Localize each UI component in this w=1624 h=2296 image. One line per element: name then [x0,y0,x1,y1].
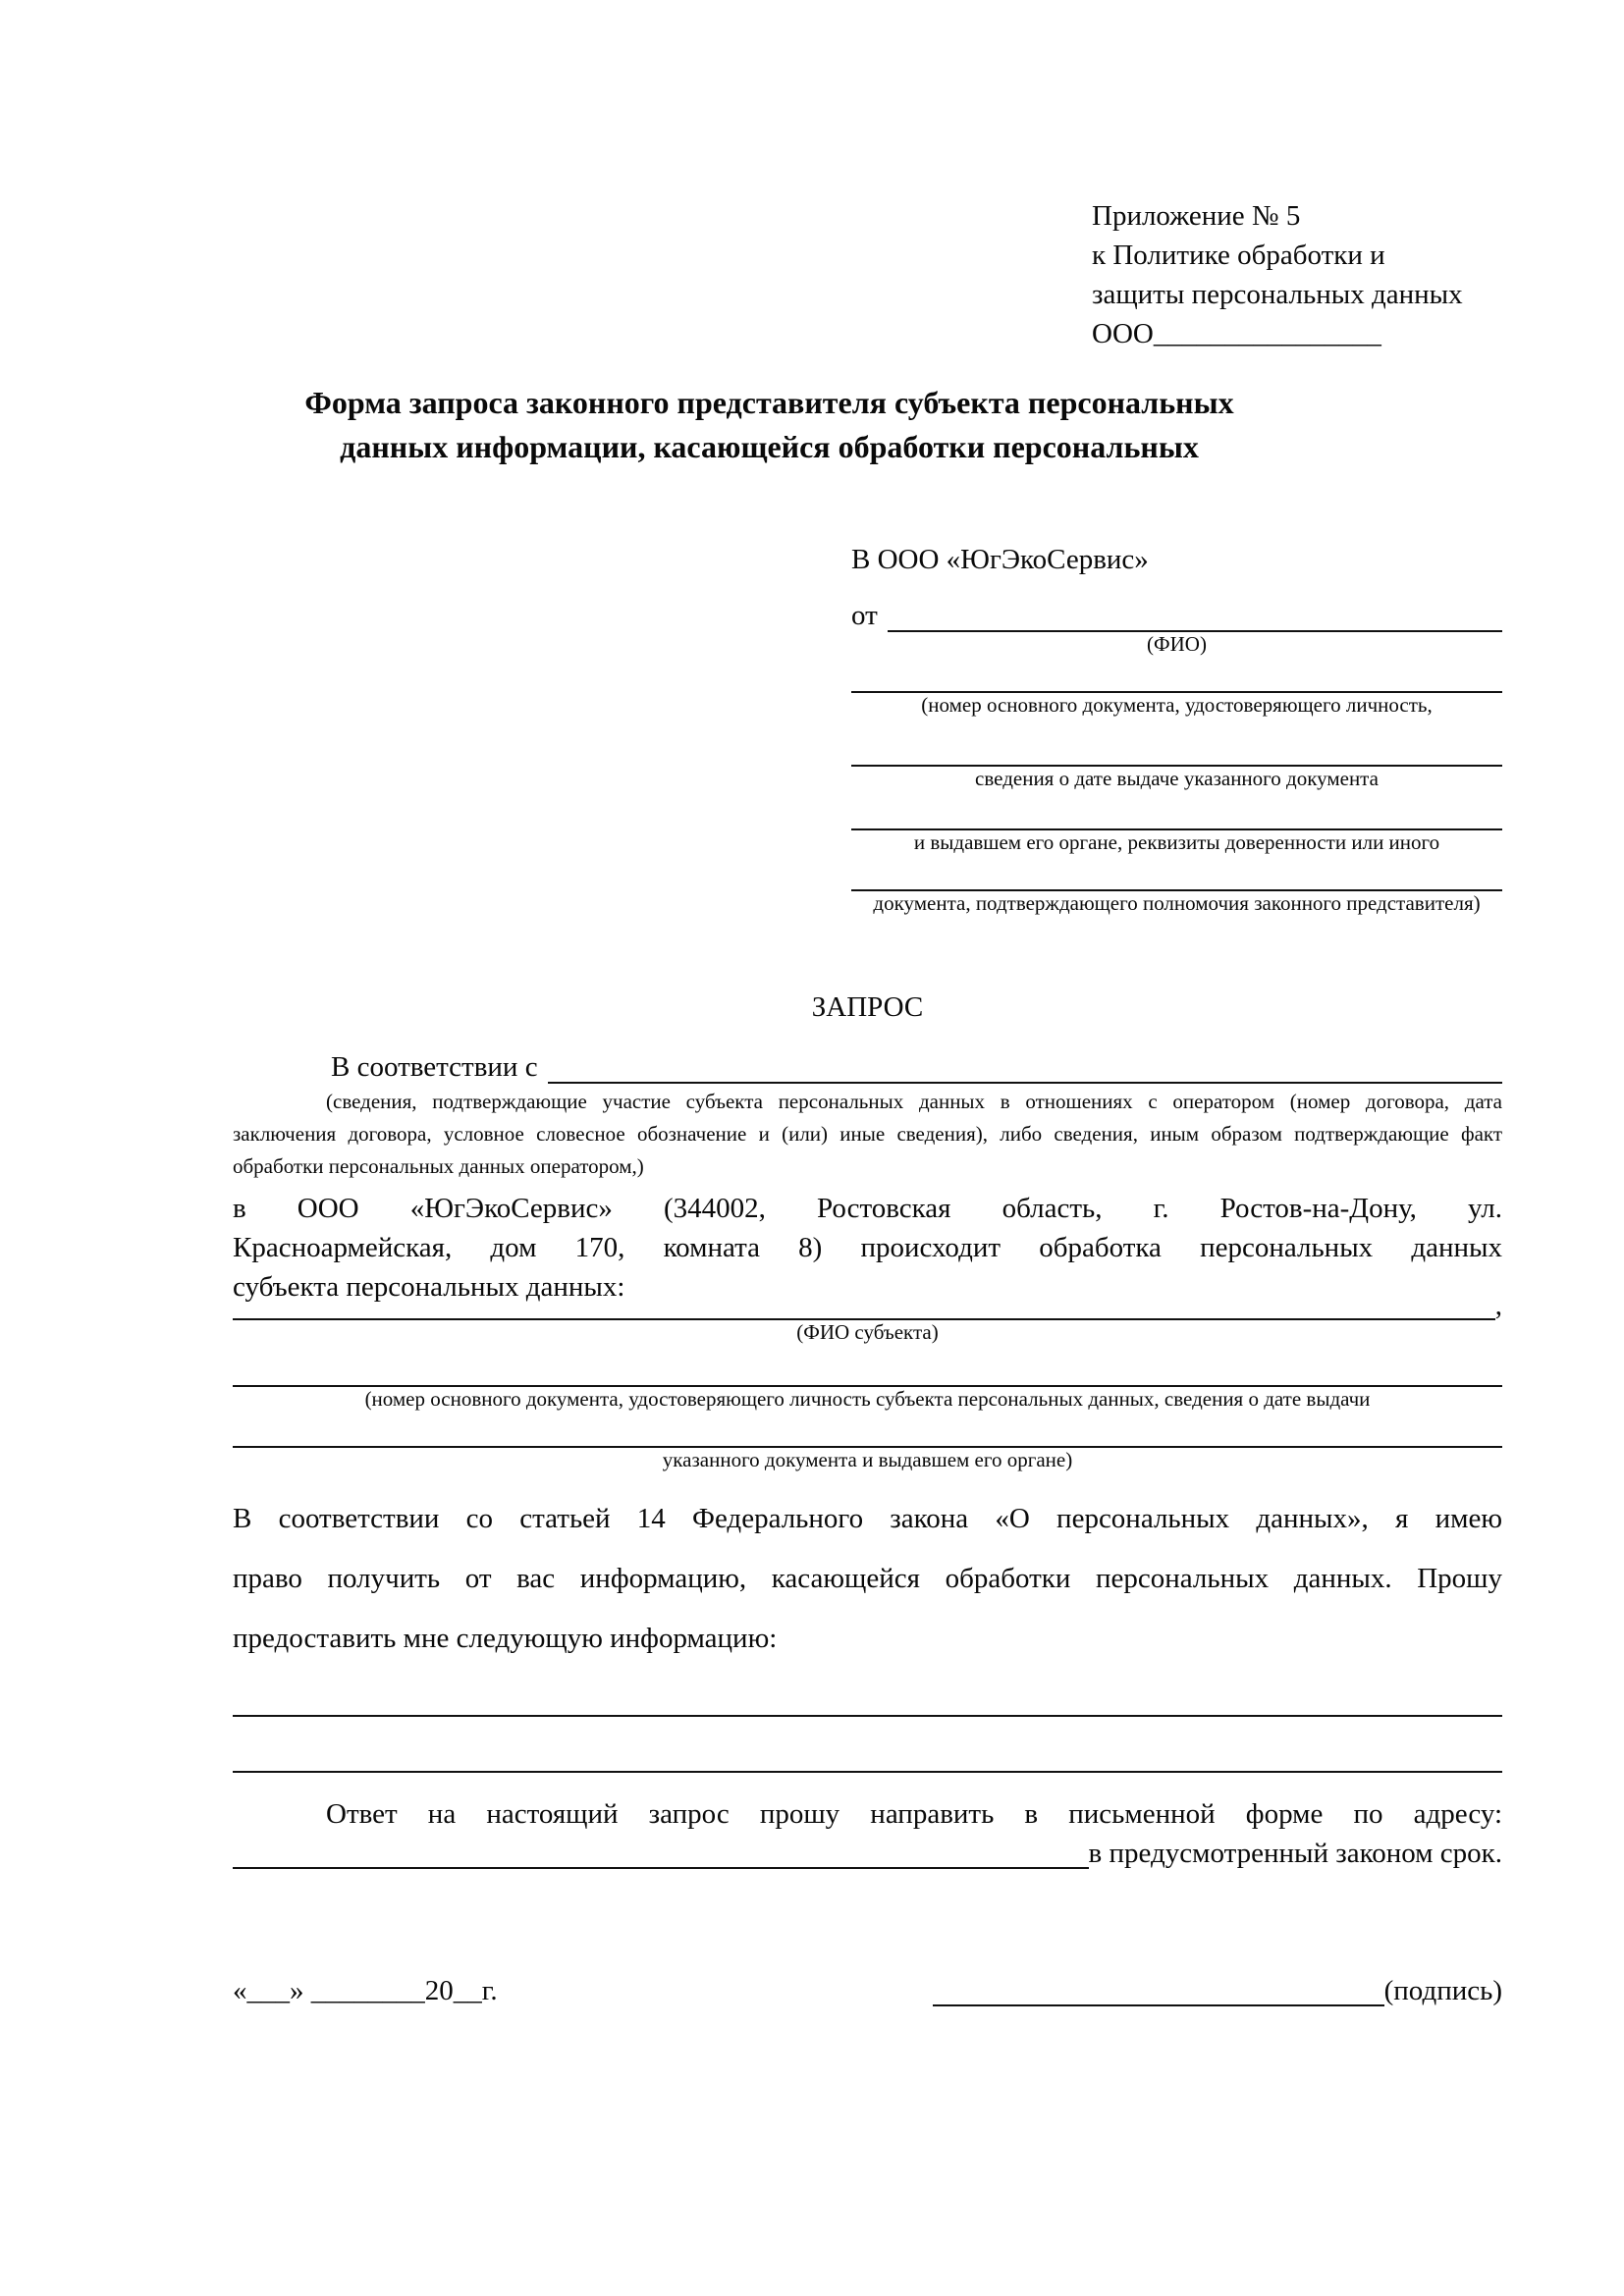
representative-doc-caption-4: документа, подтверждающего полномочия законного представителя) [873,891,1481,915]
representative-doc-fill-line-3 [851,790,1502,830]
operator-line-3: субъекта персональных данных: [233,1271,625,1303]
reply-paragraph: Ответ на настоящий запрос прошу направить в письменной форме по адресу: [326,1798,1502,1830]
note-line-1: (сведения, подтверждающие участие субъекта персональных данных в отношениях с оператором (номер договора, дата [326,1090,1502,1113]
addressee-block [851,540,1502,915]
operator-paragraph [233,1189,1502,1307]
subject-doc-caption-1: (номер основного документа, удостоверяющего личность субъекта персональных данных, сведения о дате выдачи [364,1387,1371,1411]
law-line-1: В соответствии со статьей 14 Федерального закона «О персональных данных», я имею [233,1503,1502,1534]
appendix-line-1: Приложение № 5 [1092,200,1301,232]
footer-row [233,1971,1502,2010]
addressee-organization: В ООО «ЮгЭкоСервис» [851,544,1149,575]
form-title [233,381,1306,469]
subject-fio-caption: (ФИО субъекта) [796,1320,939,1344]
law-line-3: предоставить мне следующую информацию: [233,1623,778,1654]
date-blank: «___» ________20__г. [233,1975,498,2006]
subject-doc-fill-line-2 [233,1411,1502,1448]
operator-line-2: Красноармейская, дом 170, комната 8) происходит обработка персональных данных [233,1232,1502,1263]
requested-info-fill-line-1 [233,1669,1502,1717]
reply-tail-text: в предусмотренный законом срок. [1088,1838,1502,1869]
representative-doc-caption-1: (номер основного документа, удостоверяющего личность, [921,693,1433,717]
subject-doc-fill-line-1 [233,1344,1502,1387]
explanatory-note [233,1086,1502,1183]
representative-doc-caption-3: и выдавшем его органе, реквизиты доверенности или иного [913,830,1440,854]
reply-address-row [233,1834,1502,1873]
requested-info-fill-line-2 [233,1717,1502,1773]
accordance-row [233,1050,1502,1084]
representative-doc-fill-line-2 [851,717,1502,767]
law-paragraph [233,1489,1502,1669]
reply-address-fill-line [233,1867,1089,1869]
form-title-line-2: данных информации, касающейся обработки персональных [340,429,1199,464]
subject-doc-caption-2: указанного документа и выдавшем его органе) [662,1448,1073,1471]
representative-doc-fill-line-4 [851,854,1502,891]
request-heading: ЗАПРОС [811,991,924,1023]
note-line-2: заключения договора, условное словесное обозначение и (или) иные сведения), либо сведения, иным образом подтверждающие факт [233,1122,1502,1146]
accordance-fill-line [548,1082,1502,1084]
fio-caption: (ФИО) [1147,632,1207,656]
from-label: от [851,600,878,631]
operator-line-1: в ООО «ЮгЭкоСервис» (344002, Ростовская область, г. Ростов-на-Дону, ул. [233,1193,1502,1224]
law-line-2: право получить от вас информацию, касающейся обработки персональных данных. Прошу [233,1563,1502,1594]
appendix-line-3: защиты персональных данных [1092,279,1463,310]
representative-doc-caption-2: сведения о дате выдаче указанного документа [975,767,1379,790]
note-line-3: обработки персональных данных оператором,) [233,1154,644,1178]
signature-block [933,1971,1502,2010]
signature-fill-line [933,2004,1384,2006]
appendix-ooo-blank-line: ООО________________ [1092,318,1381,349]
form-title-line-1: Форма запроса законного представителя субъекта персональных [304,385,1234,420]
signature-caption: (подпись) [1383,1975,1502,2006]
representative-doc-fill-line-1 [851,656,1502,693]
accordance-label: В соответствии с [331,1051,538,1083]
appendix-line-2: к Политике обработки и [1092,240,1385,271]
appendix-block [1092,196,1502,353]
from-row [851,601,1502,632]
subject-fio-comma: , [1494,1290,1502,1321]
